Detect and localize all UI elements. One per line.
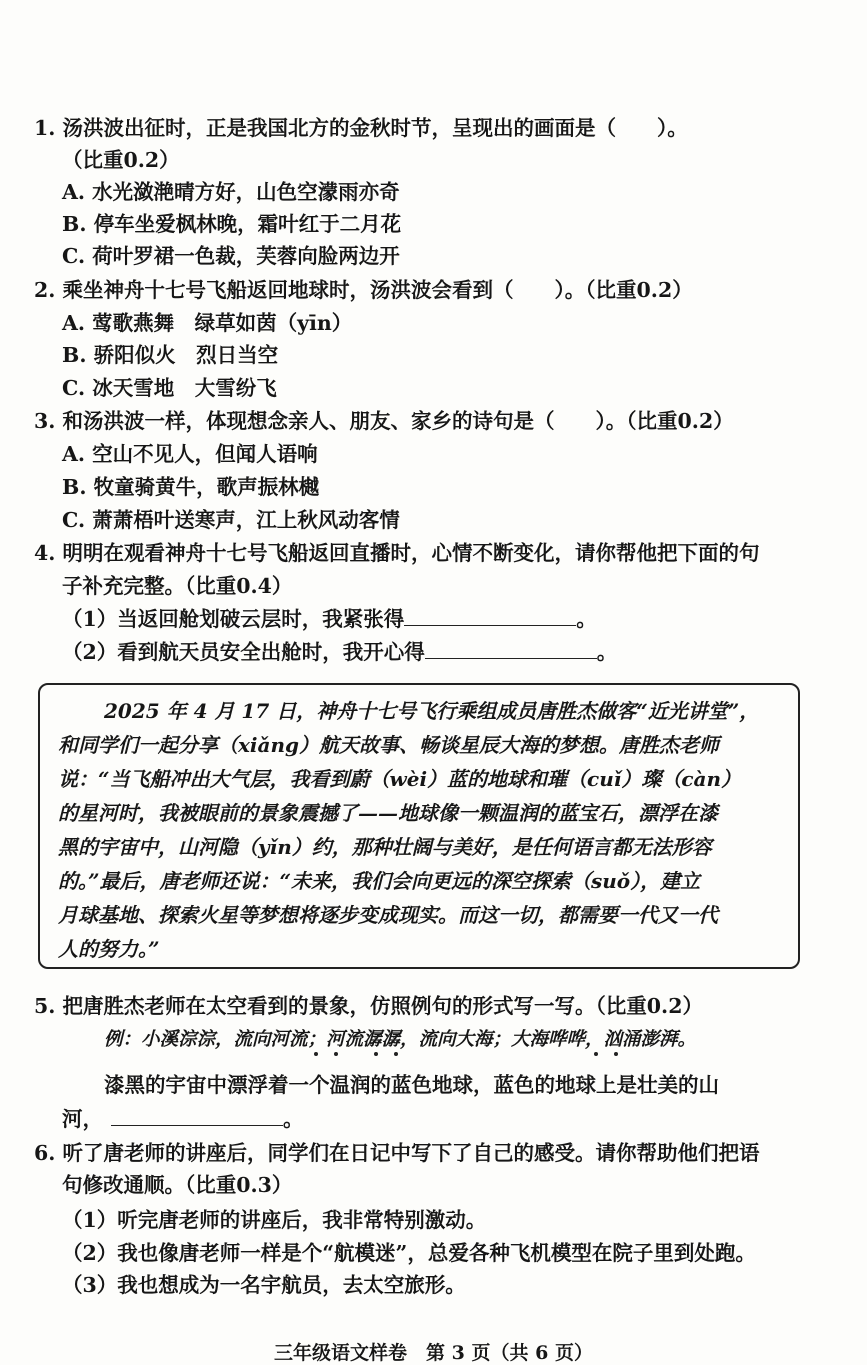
passage-line-8: 人的努力。” bbox=[58, 937, 160, 961]
q4-sub-1-end: 。 bbox=[576, 607, 597, 631]
q2-text: 乘坐神舟十七号飞船返回地球时，汤洪波会看到（ ）。（比重0.2） bbox=[62, 278, 693, 302]
emphasis-dot bbox=[394, 1052, 398, 1056]
emphasis-dot bbox=[314, 1052, 318, 1056]
passage-line-5: 黑的宇宙中，山河隐（yǐn）约，那种壮阔与美好，是任何语言都无法形容 bbox=[58, 835, 712, 859]
q5-prompt-text: 河， bbox=[62, 1107, 103, 1131]
passage-line-3: 说：“当飞船冲出大气层，我看到蔚（wèi）蓝的地球和璀（cuǐ）璨（càn） bbox=[58, 767, 742, 791]
q1-option-b: B. 停车坐爱枫林晚，霜叶红于二月花 bbox=[62, 212, 402, 236]
q4-stem bbox=[34, 540, 760, 566]
q4-sub-2-end: 。 bbox=[596, 640, 618, 664]
passage-line-6: 的。”最后，唐老师还说：“未来，我们会向更远的深空探索（suǒ），建立 bbox=[58, 869, 701, 893]
q6-stem bbox=[34, 1140, 760, 1166]
q3-option-b: B. 牧童骑黄牛，歌声振林樾 bbox=[62, 475, 320, 499]
passage-line-7: 月球基地、探索火星等梦想将逐步变成现实。而这一切，都需要一代又一代 bbox=[58, 903, 718, 927]
q1-weight: （比重0.2） bbox=[62, 148, 180, 172]
q2-option-b: B. 骄阳似火 烈日当空 bbox=[62, 343, 279, 367]
q4-number: 4. bbox=[34, 541, 56, 565]
q5-end: 。 bbox=[283, 1107, 304, 1131]
emphasis-dot bbox=[334, 1052, 338, 1056]
q3-text: 和汤洪波一样，体现想念亲人、朋友、家乡的诗句是（ ）。（比重0.2） bbox=[62, 409, 734, 433]
q5-number: 5. bbox=[34, 994, 56, 1018]
q2-option-c: C. 冰天雪地 大雪纷飞 bbox=[62, 376, 277, 400]
q6-item-1: （1）听完唐老师的讲座后，我非常特别激动。 bbox=[62, 1208, 487, 1232]
emphasis-dot bbox=[614, 1052, 618, 1056]
q6-text: 听了唐老师的讲座后，同学们在日记中写下了自己的感受。请你帮助他们把语 bbox=[62, 1141, 760, 1165]
page-footer: 三年级语文样卷 第 3 页（共 6 页） bbox=[274, 1342, 593, 1364]
q4-sub-1 bbox=[62, 606, 597, 632]
q5-prompt-line-2 bbox=[62, 1106, 304, 1132]
q1-text: 汤洪波出征时，正是我国北方的金秋时节，呈现出的画面是（ ）。 bbox=[62, 116, 688, 140]
q3-number: 3. bbox=[34, 409, 56, 433]
emphasis-dot bbox=[374, 1052, 378, 1056]
q6-item-2: （2）我也像唐老师一样是个“航模迷”，总爱各种飞机模型在院子里到处跑。 bbox=[62, 1241, 756, 1265]
passage-line-4: 的星河时，我被眼前的景象震撼了——地球像一颗温润的蓝宝石，漂浮在漆 bbox=[58, 801, 718, 825]
q4-sub-1-text: （1）当返回舱划破云层时，我紧张得 bbox=[62, 607, 405, 631]
q4-sub-2 bbox=[62, 639, 617, 665]
q3-stem bbox=[34, 408, 734, 434]
q3-option-c: C. 萧萧梧叶送寒声，江上秋风动客情 bbox=[62, 508, 400, 532]
q5-answer-blank[interactable] bbox=[111, 1107, 283, 1126]
q4-text: 明明在观看神舟十七号飞船返回直播时，心情不断变化，请你帮他把下面的句 bbox=[62, 541, 760, 565]
q1-option-c: C. 荷叶罗裙一色裁，芙蓉向脸两边开 bbox=[62, 244, 400, 268]
q2-number: 2. bbox=[34, 278, 56, 302]
q5-stem bbox=[34, 993, 703, 1019]
passage-line-1: 2025 年 4 月 17 日，神舟十七号飞行乘组成员唐胜杰做客“近光讲堂”， bbox=[104, 699, 760, 723]
q3-option-a: A. 空山不见人，但闻人语响 bbox=[62, 442, 318, 466]
q4-sub-2-text: （2）看到航天员安全出舱时，我开心得 bbox=[62, 640, 425, 664]
q4-text-cont: 子补充完整。（比重0.4） bbox=[62, 574, 293, 598]
q1-option-a: A. 水光潋滟晴方好，山色空濛雨亦奇 bbox=[62, 180, 400, 204]
q5-prompt-line-1: 漆黑的宇宙中漂浮着一个温润的蓝色地球，蓝色的地球上是壮美的山 bbox=[104, 1073, 719, 1097]
q5-example: 例：小溪淙淙，流向河流；河流潺潺，流向大海；大海哗哗，汹涌澎湃。 bbox=[104, 1029, 697, 1050]
q1-stem bbox=[34, 115, 688, 141]
emphasis-dot bbox=[594, 1052, 598, 1056]
q5-text: 把唐胜杰老师在太空看到的景象，仿照例句的形式写一写。（比重0.2） bbox=[62, 994, 703, 1018]
q1-number: 1. bbox=[34, 116, 56, 140]
q6-item-3: （3）我也想成为一名宇航员，去太空旅形。 bbox=[62, 1273, 466, 1297]
passage-line-2: 和同学们一起分享（xiǎng）航天故事、畅谈星辰大海的梦想。唐胜杰老师 bbox=[58, 733, 720, 757]
q6-number: 6. bbox=[34, 1141, 56, 1165]
q2-option-a: A. 莺歌燕舞 绿草如茵（yīn） bbox=[62, 311, 353, 335]
q6-text-cont: 句修改通顺。（比重0.3） bbox=[62, 1173, 293, 1197]
q4-sub-2-answer-blank[interactable] bbox=[425, 640, 597, 659]
q4-sub-1-answer-blank[interactable] bbox=[404, 607, 576, 626]
q2-stem bbox=[34, 277, 693, 303]
